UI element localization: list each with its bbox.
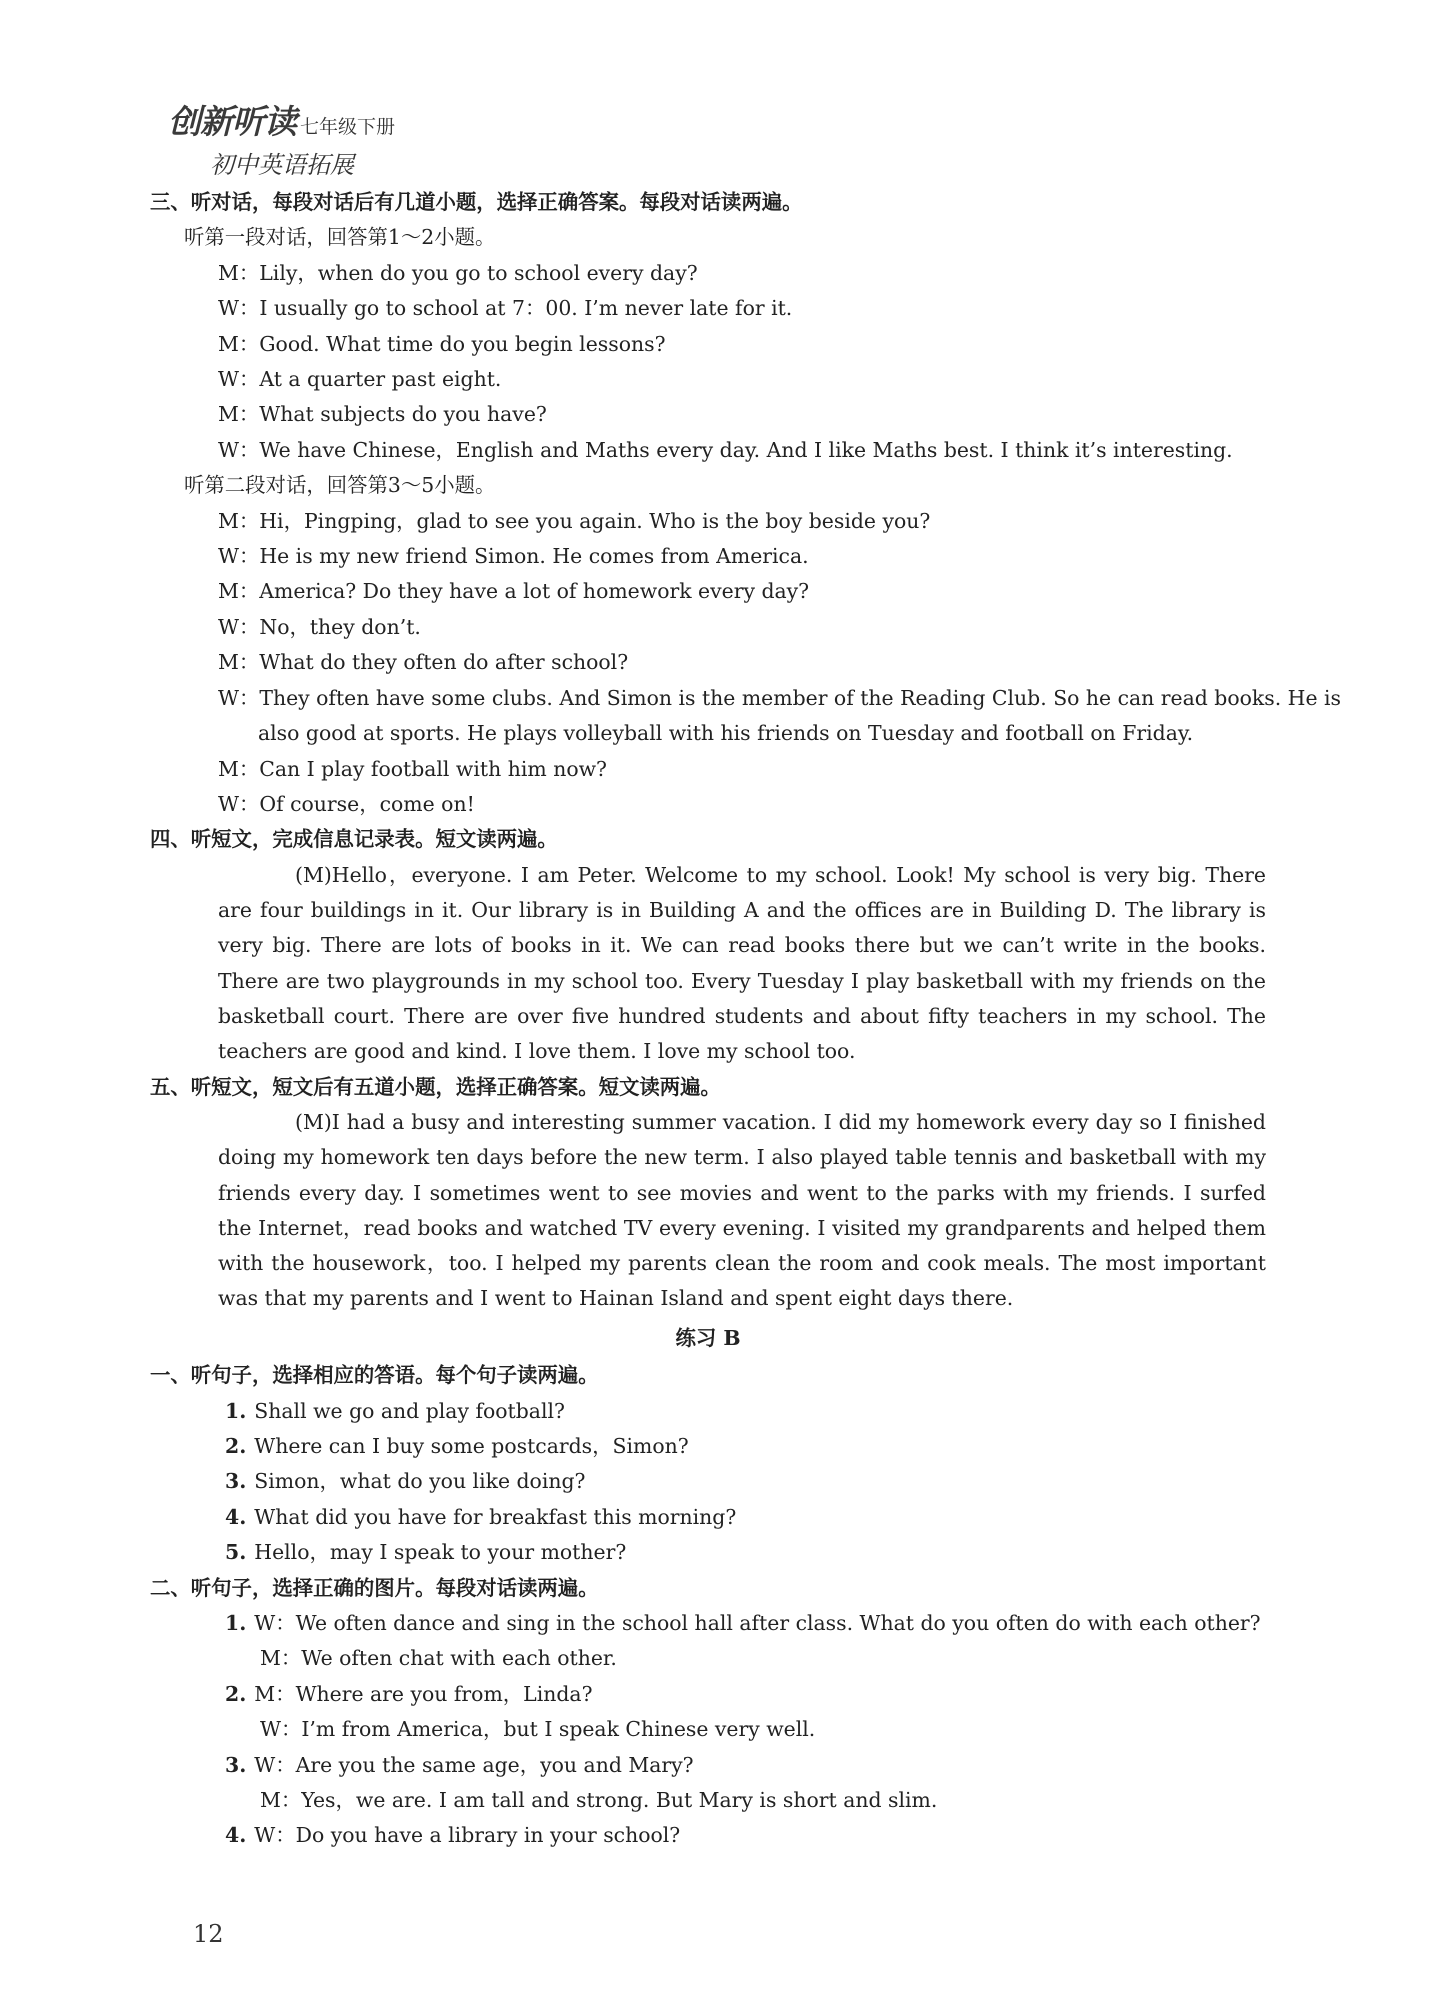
item-number: 1. <box>225 1398 247 1423</box>
dialog-line: W：Of course，come on! <box>218 791 475 816</box>
item-text: Hello，may I speak to your mother? <box>254 1540 627 1565</box>
item-number: 2. <box>225 1681 247 1706</box>
dialog-line: M：Lily，when do you go to school every day? <box>218 260 698 285</box>
practice-b-title: 练习 B <box>675 1325 741 1350</box>
item-number: 3. <box>225 1752 247 1777</box>
item-text: M：Where are you from，Linda? <box>254 1681 593 1706</box>
dialog-line: W：I usually go to school at 7：00. I’m never late for it. <box>218 296 793 321</box>
practice-b-part-1-title: 一、听句子，选择相应的答语。每个句子读两遍。 <box>150 1363 599 1388</box>
item-number: 4. <box>225 1504 247 1529</box>
section-4-passage: (M)Hello，everyone. I am Peter. Welcome to my school. Look! My school is very big. There are four buildings in it. Our library is in Building A and the offices are in Building D. The library is very big. There are lots of books in it. We can read books there but we can’t write in the books. There are two playgrounds in my school too. Every Tuesday I play basketball with my friends on the basketball court. There are over five hundred students and about fifty teachers in my school. The teachers are good and kind. I love them. I love my school too. <box>218 862 1266 1064</box>
item-number: 1. <box>225 1610 247 1635</box>
dialog-line: M：What do they often do after school? <box>218 650 629 675</box>
page-number: 12 <box>193 1920 224 1948</box>
item-text: W：Are you the same age，you and Mary? <box>254 1752 694 1777</box>
list-item <box>150 1677 1266 1712</box>
dialog-line-continued: also good at sports. He plays volleyball with his friends on Tuesday and football on Friday. <box>258 721 1194 746</box>
item-number: 4. <box>225 1823 247 1848</box>
dialog-line: M：Hi，Pingping，glad to see you again. Who is the boy beside you? <box>218 508 931 533</box>
item-number: 2. <box>225 1433 247 1458</box>
dialog-line: W：They often have some clubs. And Simon is the member of the Reading Club. So he can read books. He is <box>218 685 1341 710</box>
section-5-passage: (M)I had a busy and interesting summer vacation. I did my homework every day so I finished doing my homework ten days before the new term. I also played table tennis and basketball with my friends every day. I sometimes went to see movies and went to the parks with my friends. I surfed the Internet，read books and watched TV every evening. I visited my grandparents and helped them with the housework，too. I helped my parents clean the room and cook meals. The most important was that my parents and I went to Hainan Island and spent eight days there. <box>218 1109 1266 1311</box>
item-text: Simon，what do you like doing? <box>254 1469 586 1494</box>
section-3-title: 三、听对话，每段对话后有几道小题，选择正确答案。每段对话读两遍。 <box>150 190 803 214</box>
list-item <box>150 1464 1266 1499</box>
section-5-title: 五、听短文，短文后有五道小题，选择正确答案。短文读两遍。 <box>150 1074 721 1099</box>
section-4-title: 四、听短文，完成信息记录表。短文读两遍。 <box>150 827 558 852</box>
item-text: What did you have for breakfast this morning? <box>254 1504 737 1529</box>
dialog-1-intro: 听第一段对话，回答第1～2小题。 <box>184 225 496 250</box>
list-item <box>150 1429 1266 1464</box>
item-number: 5. <box>225 1540 247 1565</box>
page-content <box>150 185 1341 1854</box>
dialog-line: M：America? Do they have a lot of homework every day? <box>218 579 810 604</box>
dialog-line: W：No，they don’t. <box>218 614 421 639</box>
book-subtitle: 初中英语拓展 <box>210 151 354 179</box>
dialog-line: W：We have Chinese，English and Maths every day. And I like Maths best. I think it’s interesting. <box>218 437 1233 462</box>
list-item <box>150 1535 1266 1570</box>
list-item <box>150 1818 1266 1853</box>
dialog-line: M：What subjects do you have? <box>218 402 547 427</box>
list-item <box>150 1394 1266 1429</box>
dialog-2-intro: 听第二段对话，回答第3～5小题。 <box>184 473 496 498</box>
list-item <box>150 1748 1266 1783</box>
practice-b-part-2-title: 二、听句子，选择正确的图片。每段对话读两遍。 <box>150 1575 599 1600</box>
dialog-line: M：Good. What time do you begin lessons? <box>218 331 666 356</box>
item-text: W：We often dance and sing in the school hall after class. What do you often do with each other? <box>254 1610 1261 1635</box>
series-title: 创新听读 <box>168 102 296 141</box>
book-header <box>168 96 395 180</box>
item-text: Shall we go and play football? <box>254 1398 565 1423</box>
grade-label: 七年级下册 <box>300 116 396 138</box>
list-item-reply: M：Yes，we are. I am tall and strong. But Mary is short and slim. <box>260 1787 938 1812</box>
list-item <box>150 1500 1266 1535</box>
item-number: 3. <box>225 1469 247 1494</box>
item-text: Where can I buy some postcards，Simon? <box>254 1433 689 1458</box>
item-text: W：Do you have a library in your school? <box>254 1823 681 1848</box>
list-item-reply: W：I’m from America，but I speak Chinese very well. <box>260 1717 816 1742</box>
dialog-line: W：At a quarter past eight. <box>218 367 502 392</box>
list-item <box>150 1606 1266 1641</box>
dialog-line: W：He is my new friend Simon. He comes from America. <box>218 544 809 569</box>
list-item-reply: M：We often chat with each other. <box>260 1646 617 1671</box>
dialog-line: M：Can I play football with him now? <box>218 756 607 781</box>
